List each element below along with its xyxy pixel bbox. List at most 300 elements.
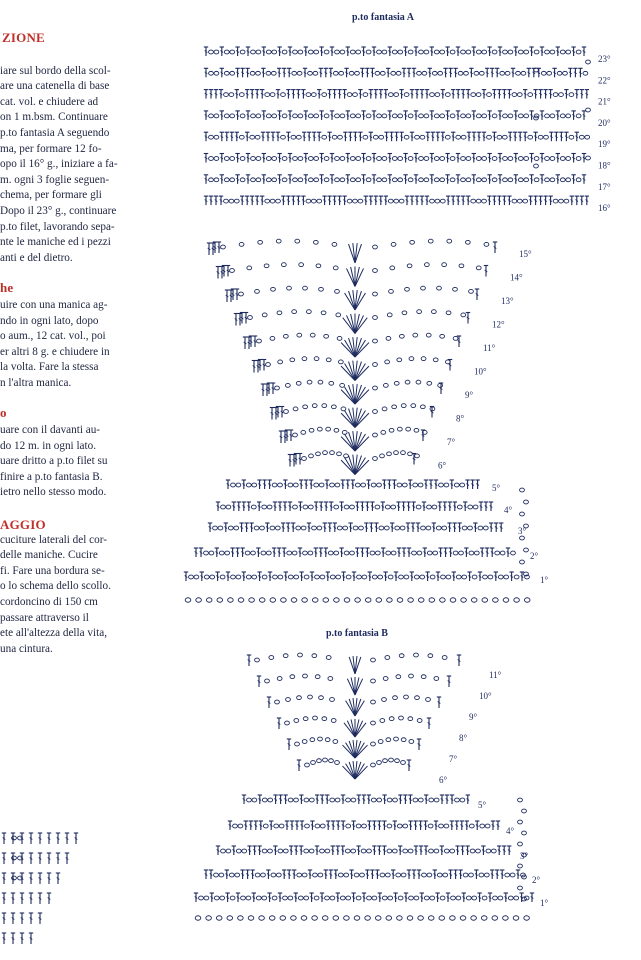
- chain-stitch: [268, 849, 273, 853]
- text-line: uare con il davanti au-: [0, 424, 101, 437]
- chain-stitch: [238, 916, 244, 920]
- chain-stitch: [349, 71, 354, 75]
- chain-stitch: [250, 71, 255, 75]
- chain-stitch: [375, 916, 381, 920]
- chain-stitch: [298, 157, 303, 161]
- chain-stitch: [230, 71, 235, 75]
- chain-stitch: [476, 50, 481, 54]
- chain-stitch: [239, 242, 244, 246]
- chain-stitch: [468, 505, 473, 509]
- chain-stitch: [566, 157, 571, 161]
- chain-stitch: [439, 916, 445, 920]
- chain-stitch: [272, 50, 277, 54]
- chain-stitch: [442, 526, 447, 530]
- chain-stitch: [399, 575, 404, 579]
- chain-stitch: [445, 93, 450, 97]
- chain-stitch: [296, 381, 301, 385]
- chain-stitch: [505, 873, 510, 877]
- chain-stitch: [350, 551, 355, 555]
- chain-stitch: [312, 916, 318, 920]
- chain-stitch: [344, 598, 350, 602]
- row-label: 11°: [483, 343, 496, 353]
- chain-stitch: [304, 849, 309, 853]
- chain-stitch: [367, 849, 372, 853]
- chain-stitch: [254, 526, 259, 530]
- chain-stitch: [271, 71, 276, 75]
- chain-stitch: [421, 357, 426, 361]
- chain-stitch: [255, 873, 260, 877]
- chain-stitch: [476, 93, 481, 97]
- chain-stitch: [251, 50, 256, 54]
- chain-stitch: [298, 178, 303, 182]
- chain-stitch: [321, 311, 326, 315]
- chain-stitch: [492, 916, 498, 920]
- chain-stitch: [408, 178, 413, 182]
- chain-stitch: [469, 824, 474, 828]
- chain-stitch: [195, 916, 201, 920]
- row-label: 12°: [492, 319, 505, 330]
- chain-stitch: [482, 157, 487, 161]
- chain-stitch: [303, 551, 308, 555]
- chain-stitch: [377, 114, 382, 118]
- chain-stitch: [483, 526, 488, 530]
- chain-stitch: [373, 292, 378, 296]
- chain-stitch: [333, 740, 338, 744]
- row-label: 5°: [478, 800, 487, 810]
- chain-stitch: [251, 551, 256, 555]
- chain-stitch: [313, 716, 318, 720]
- chain-stitch: [474, 71, 479, 75]
- chain-stitch: [309, 428, 314, 432]
- chain-stitch: [408, 50, 413, 54]
- chain-stitch: [312, 526, 317, 530]
- chain-stitch: [465, 240, 470, 244]
- chain-stitch: [196, 598, 202, 602]
- chain-stitch: [388, 93, 393, 97]
- chain-stitch: [281, 263, 286, 267]
- chain-stitch: [277, 311, 282, 315]
- chain-stitch: [280, 916, 286, 920]
- chain-stitch: [482, 896, 487, 900]
- chain-stitch: [283, 849, 288, 853]
- chain-stitch: [272, 483, 277, 487]
- chain-stitch: [288, 798, 293, 802]
- chain-stitch: [422, 71, 427, 75]
- chain-stitch: [331, 719, 336, 723]
- chain-stitch: [514, 598, 520, 602]
- chain-stitch: [415, 696, 420, 700]
- chain-stitch: [214, 896, 219, 900]
- row-label: 3°: [520, 851, 529, 861]
- text-line: una cintura.: [0, 642, 53, 655]
- chain-stitch: [293, 50, 298, 54]
- chain-stitch: [220, 896, 225, 900]
- chain-stitch: [265, 679, 270, 683]
- chain-stitch: [397, 427, 402, 431]
- row-label: 1°: [540, 575, 549, 585]
- chain-stitch: [424, 178, 429, 182]
- chain-stitch: [355, 71, 360, 75]
- chain-stitch: [408, 598, 414, 602]
- chain-stitch: [218, 526, 223, 530]
- chain-stitch: [427, 505, 432, 509]
- chain-stitch: [487, 135, 492, 139]
- chain-stitch: [500, 551, 505, 555]
- chain-stitch: [317, 759, 322, 763]
- chain-stitch: [206, 916, 212, 920]
- chain-stitch: [550, 157, 555, 161]
- chain-stitch: [437, 873, 442, 877]
- chain-stitch: [229, 873, 234, 877]
- chain-stitch: [456, 896, 461, 900]
- chain-stitch: [478, 526, 483, 530]
- fan-spoke: [346, 268, 355, 286]
- chain-stitch: [329, 759, 334, 763]
- chain-stitch: [214, 157, 219, 161]
- chain-stitch: [510, 873, 515, 877]
- chain-stitch: [297, 333, 302, 337]
- chain-stitch: [297, 71, 302, 75]
- chain-stitch: [392, 114, 397, 118]
- chain-stitch: [335, 114, 340, 118]
- chain-stitch: [302, 873, 307, 877]
- row-label: 1°: [540, 898, 549, 908]
- chain-stitch: [553, 199, 558, 203]
- chain-stitch: [520, 488, 525, 492]
- row-label: 4°: [506, 826, 515, 836]
- chain-stitch: [514, 575, 519, 579]
- chain-stitch: [355, 598, 361, 602]
- chain-stitch: [461, 178, 466, 182]
- chain-stitch: [358, 199, 363, 203]
- chain-stitch: [401, 761, 406, 765]
- row-label: 3°: [518, 526, 527, 536]
- chain-stitch: [338, 135, 343, 139]
- chain-stitch: [323, 598, 329, 602]
- chain-stitch: [362, 824, 367, 828]
- row-label: 13°: [501, 296, 514, 306]
- chain-stitch: [427, 873, 432, 877]
- chain-stitch: [440, 50, 445, 54]
- chain-stitch: [219, 873, 224, 877]
- chain-stitch: [312, 654, 317, 658]
- chain-stitch: [462, 526, 467, 530]
- chain-stitch: [512, 93, 517, 97]
- chain-stitch: [408, 849, 413, 853]
- chain-stitch: [355, 483, 360, 487]
- text-line: uare dritto a p.to filet su: [0, 455, 108, 468]
- chain-stitch: [270, 526, 275, 530]
- chain-stitch: [419, 114, 424, 118]
- chain-stitch: [255, 658, 260, 662]
- chain-stitch: [313, 873, 318, 877]
- chain-stitch: [394, 451, 399, 455]
- chain-stitch: [466, 896, 471, 900]
- chain-stitch: [480, 824, 485, 828]
- chain-stitch: [514, 896, 519, 900]
- chain-stitch: [230, 157, 235, 161]
- chain-stitch: [503, 114, 508, 118]
- chain-stitch: [382, 157, 387, 161]
- chain-stitch: [371, 721, 376, 725]
- chain-stitch: [301, 916, 307, 920]
- chain-stitch: [386, 551, 391, 555]
- chain-stitch: [310, 738, 315, 742]
- chain-stitch: [361, 483, 366, 487]
- chain-stitch: [385, 505, 390, 509]
- chain-stitch: [518, 886, 523, 890]
- chain-stitch: [272, 896, 277, 900]
- chain-stitch: [459, 551, 464, 555]
- chain-stitch: [276, 199, 281, 203]
- chain-stitch: [482, 178, 487, 182]
- chain-stitch: [518, 178, 523, 182]
- diagram-a-title: p.to fantasia A: [352, 12, 414, 23]
- chain-stitch: [417, 719, 422, 723]
- chain-stitch: [251, 157, 256, 161]
- chain-stitch: [427, 551, 432, 555]
- chain-stitch: [320, 849, 325, 853]
- chain-stitch: [224, 93, 229, 97]
- chain-stitch: [398, 50, 403, 54]
- chain-stitch: [498, 896, 503, 900]
- chain-stitch: [389, 758, 394, 762]
- chain-stitch: [405, 380, 410, 384]
- fan-spoke: [355, 268, 364, 286]
- chain-stitch: [520, 536, 525, 540]
- chain-stitch: [319, 696, 324, 700]
- chain-stitch: [384, 526, 389, 530]
- row-label: 4°: [504, 505, 513, 515]
- chain-stitch: [508, 178, 513, 182]
- chain-stitch: [214, 71, 219, 75]
- chain-stitch: [283, 334, 288, 338]
- chain-stitch: [462, 575, 467, 579]
- chain-stitch: [372, 575, 377, 579]
- chain-stitch: [259, 598, 265, 602]
- chain-stitch: [413, 798, 418, 802]
- chain-stitch: [281, 598, 287, 602]
- chain-stitch: [389, 717, 394, 721]
- chain-stitch: [461, 135, 466, 139]
- chain-stitch: [407, 916, 413, 920]
- chain-stitch: [226, 849, 231, 853]
- chain-stitch: [296, 135, 301, 139]
- chain-stitch: [335, 483, 340, 487]
- chain-stitch: [297, 696, 302, 700]
- chain-stitch: [340, 114, 345, 118]
- fan-spoke: [347, 679, 355, 695]
- chain-stitch: [518, 50, 523, 54]
- chain-stitch: [456, 135, 461, 139]
- chain-stitch: [476, 199, 481, 203]
- chain-stitch: [434, 114, 439, 118]
- chain-stitch: [262, 849, 267, 853]
- chain-stitch: [503, 916, 509, 920]
- chain-stitch: [498, 575, 503, 579]
- chain-stitch: [340, 383, 345, 387]
- chain-stitch: [460, 483, 465, 487]
- text-line: delle maniche. Cucire: [0, 549, 98, 562]
- chain-stitch: [308, 551, 313, 555]
- chain-stitch: [286, 698, 291, 702]
- chain-stitch: [441, 575, 446, 579]
- chain-stitch: [330, 798, 335, 802]
- chain-stitch: [414, 428, 419, 432]
- chain-stitch: [331, 405, 336, 409]
- chain-stitch: [461, 157, 466, 161]
- chain-stitch: [524, 500, 529, 504]
- chain-stitch: [495, 551, 500, 555]
- chain-stitch: [442, 263, 447, 267]
- chain-stitch: [418, 916, 424, 920]
- chain-stitch: [566, 50, 571, 54]
- chain-stitch: [251, 114, 256, 118]
- chain-stitch: [292, 551, 297, 555]
- chain-stitch: [317, 526, 322, 530]
- chain-stitch: [433, 551, 438, 555]
- chain-stitch: [403, 849, 408, 853]
- chain-stitch: [451, 896, 456, 900]
- chain-stitch: [566, 178, 571, 182]
- chain-stitch: [460, 798, 465, 802]
- chain-stitch: [336, 575, 341, 579]
- chain-stitch: [314, 50, 319, 54]
- chain-stitch: [262, 798, 267, 802]
- chain-stitch: [375, 551, 380, 555]
- chain-stitch: [354, 916, 360, 920]
- chain-stitch: [335, 289, 340, 293]
- chain-stitch: [221, 505, 226, 509]
- chain-stitch: [303, 717, 308, 721]
- chain-stitch: [247, 266, 252, 270]
- chain-stitch: [503, 598, 509, 602]
- chain-stitch: [426, 698, 431, 702]
- chain-stitch: [350, 178, 355, 182]
- chain-stitch: [377, 761, 382, 765]
- chain-stitch: [251, 505, 256, 509]
- chain-stitch: [416, 505, 421, 509]
- chain-stitch: [424, 50, 429, 54]
- chain-stitch: [333, 916, 339, 920]
- chain-stitch: [322, 717, 327, 721]
- chain-stitch: [337, 452, 342, 456]
- chain-stitch: [266, 551, 271, 555]
- chain-stitch: [434, 178, 439, 182]
- chain-stitch: [308, 695, 313, 699]
- chain-stitch: [309, 849, 314, 853]
- chain-stitch: [311, 199, 316, 203]
- chain-stitch: [307, 380, 312, 384]
- chain-stitch: [263, 824, 268, 828]
- chain-stitch: [493, 598, 499, 602]
- chain-stitch: [279, 824, 284, 828]
- text-line: o aum., 12 cat. vol., poi: [0, 330, 106, 343]
- chain-stitch: [298, 653, 303, 657]
- row-label: 2°: [530, 551, 539, 561]
- row-label: 19°: [598, 139, 611, 150]
- chain-stitch: [512, 199, 517, 203]
- chain-stitch: [424, 896, 429, 900]
- chain-stitch: [350, 157, 355, 161]
- chain-stitch: [333, 71, 338, 75]
- chain-stitch: [266, 157, 271, 161]
- chain-stitch: [259, 916, 265, 920]
- chain-stitch: [258, 240, 263, 244]
- chain-stitch: [246, 483, 251, 487]
- chain-stitch: [522, 831, 527, 835]
- chain-stitch: [440, 598, 446, 602]
- chain-stitch: [356, 896, 361, 900]
- chain-stitch: [241, 896, 246, 900]
- chain-stitch: [224, 71, 229, 75]
- chain-stitch: [418, 598, 424, 602]
- chain-stitch: [450, 598, 456, 602]
- chain-stitch: [564, 199, 569, 203]
- chain-stitch: [455, 798, 460, 802]
- chain-stitch: [341, 407, 346, 411]
- text-line: er altri 8 g. e chiudere in: [0, 345, 110, 358]
- chain-stitch: [337, 526, 342, 530]
- chain-stitch: [544, 135, 549, 139]
- chain-stitch: [330, 698, 335, 702]
- chain-stitch: [508, 896, 513, 900]
- chain-stitch: [342, 430, 347, 434]
- chain-stitch: [492, 178, 497, 182]
- chain-stitch: [270, 336, 275, 340]
- chain-stitch: [265, 93, 270, 97]
- chain-stitch: [228, 526, 233, 530]
- chain-stitch: [583, 71, 588, 75]
- chain-stitch: [323, 758, 328, 762]
- chain-stitch: [379, 135, 384, 139]
- chain-stitch: [534, 164, 539, 168]
- chain-stitch: [234, 199, 239, 203]
- chain-stitch: [301, 526, 306, 530]
- fan-spoke: [355, 677, 359, 695]
- chain-stitch: [363, 135, 368, 139]
- chain-stitch: [440, 178, 445, 182]
- chain-stitch: [231, 483, 236, 487]
- chain-stitch: [214, 178, 219, 182]
- chain-stitch: [340, 157, 345, 161]
- chain-stitch: [270, 598, 276, 602]
- chain-stitch: [356, 114, 361, 118]
- chain-stitch: [216, 916, 222, 920]
- chain-stitch: [226, 505, 231, 509]
- chain-stitch: [304, 798, 309, 802]
- chain-stitch: [382, 178, 387, 182]
- chain-stitch: [482, 199, 487, 203]
- chain-stitch: [387, 452, 392, 456]
- chain-stitch: [269, 916, 275, 920]
- chain-stitch: [391, 242, 396, 246]
- chain-stitch: [470, 849, 475, 853]
- chain-stitch: [560, 157, 565, 161]
- chain-stitch: [508, 114, 513, 118]
- chain-stitch: [426, 333, 431, 337]
- row-label: 8°: [456, 413, 465, 424]
- chain-stitch: [230, 178, 235, 182]
- chain-stitch: [518, 842, 523, 846]
- chain-stitch: [488, 575, 493, 579]
- chain-stitch: [354, 873, 359, 877]
- chain-stitch: [388, 575, 393, 579]
- chain-stitch: [421, 675, 426, 679]
- chain-stitch: [377, 50, 382, 54]
- text-line: opo il 16° g., iniziare a fa-: [0, 158, 118, 171]
- chain-stitch: [517, 199, 522, 203]
